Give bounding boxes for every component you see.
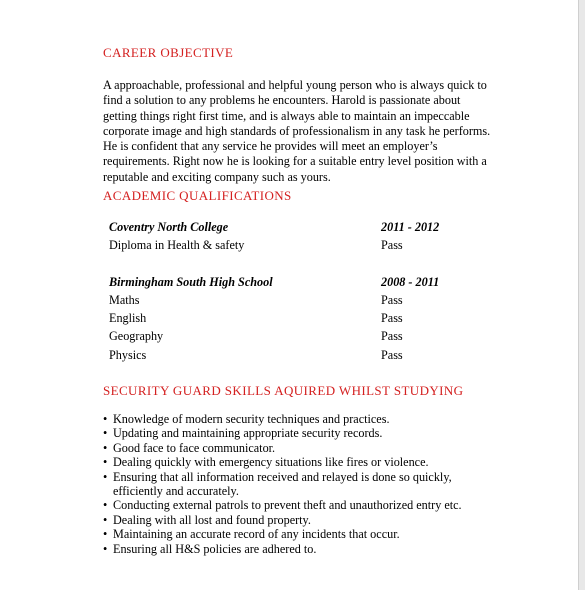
school-years: 2008 - 2011	[381, 275, 440, 289]
subject-result: Pass	[381, 329, 403, 343]
subject-name: English	[109, 311, 147, 325]
paragraph-line: A approachable, professional and helpful young person who is always quick to	[103, 78, 487, 92]
list-item: • Dealing quickly with emergency situations like fires or violence.	[103, 455, 462, 469]
list-item: • Maintaining an accurate record of any incidents that occur.	[103, 527, 462, 541]
list-item: • Knowledge of modern security techniques and practices.	[103, 412, 462, 426]
college-result: Pass	[381, 238, 403, 252]
paragraph-line: reputable and exciting company such as yours.	[103, 169, 331, 184]
subject-result: Pass	[381, 293, 403, 307]
school-name: Birmingham South High School	[109, 275, 273, 289]
paragraph-line: find a solution to any problems he encounters. Harold is passionate about	[103, 93, 461, 108]
list-item-continuation: efficiently and accurately.	[113, 484, 239, 499]
skills-list	[103, 412, 462, 556]
list-item: • Ensuring all H&S policies are adhered to.	[103, 542, 462, 556]
subject-result: Pass	[381, 311, 403, 325]
paragraph-line: corporate image and high standards of professionalism in any task he performs.	[103, 123, 491, 138]
list-item: • Ensuring that all information received and relayed is done so quickly,	[103, 470, 462, 484]
subject-result: Pass	[381, 348, 403, 362]
list-item: • Conducting external patrols to prevent theft and unauthorized entry etc.	[103, 498, 462, 512]
paragraph-line: He is confident that any service he provides will meet an employer’s	[103, 139, 438, 154]
paragraph-line: getting things right first time, and is always able to maintain an impeccable	[103, 108, 470, 123]
subject-name: Geography	[109, 329, 164, 343]
career-objective-heading: CAREER OBJECTIVE	[103, 45, 234, 60]
subject-name: Maths	[109, 293, 140, 307]
paragraph-line: requirements. Right now he is looking for a suitable entry level position with a	[103, 154, 487, 169]
academic-qualifications-heading: ACADEMIC QUALIFICATIONS	[103, 188, 292, 203]
list-item: • Dealing with all lost and found property.	[103, 513, 462, 527]
career-objective-paragraph	[103, 78, 513, 185]
college-years: 2011 - 2012	[381, 220, 440, 234]
subject-name: Physics	[109, 348, 147, 362]
college-subject: Diploma in Health & safety	[109, 238, 245, 252]
college-name: Coventry North College	[109, 220, 229, 234]
list-item: • Updating and maintaining appropriate security records.	[103, 426, 462, 440]
list-item: • Good face to face communicator.	[103, 441, 462, 455]
page-edge	[578, 0, 585, 590]
skills-heading: SECURITY GUARD SKILLS AQUIRED WHILST STUDYING	[103, 383, 464, 398]
